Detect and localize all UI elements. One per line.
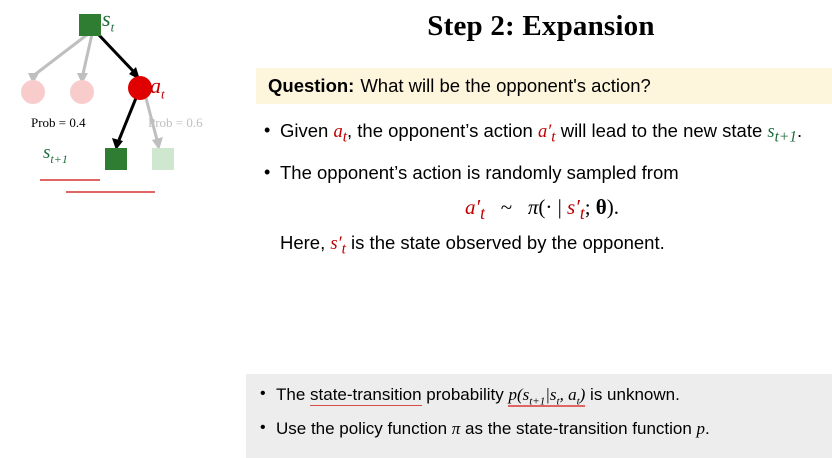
note-observed-state	[262, 230, 822, 262]
node-faded-child1	[21, 80, 45, 104]
bottom-policy-pi: π	[451, 419, 461, 439]
node-action	[128, 76, 152, 100]
edge-action-next	[119, 98, 136, 140]
formula-pi: π	[527, 194, 539, 219]
bullet-sampled: • The opponent’s action is randomly sampled from	[262, 160, 822, 185]
label-action-sub: t	[161, 86, 165, 102]
bottom-bullet-transition	[258, 384, 820, 412]
bullet-given-part2: , the opponent’s action	[347, 120, 538, 141]
node-next-state-alt	[152, 148, 174, 170]
label-prob-left: Prob = 0.4	[31, 115, 86, 130]
label-action-symbol: a	[150, 73, 161, 98]
formula-sampling	[262, 195, 822, 224]
bullet-given-part4: .	[797, 120, 803, 141]
page-title: Step 2: Expansion	[427, 10, 655, 42]
bottom-part2: probability	[421, 385, 509, 404]
label-action	[150, 73, 165, 102]
question-text: What will be the opponent's action?	[360, 75, 651, 96]
node-root-state	[79, 14, 101, 36]
note-st-prime-sub: t	[341, 240, 346, 258]
node-next-state	[105, 148, 127, 170]
formula-at-prime: a′	[464, 194, 481, 219]
inline-math-at-prime-sub: t	[551, 128, 556, 146]
formula-st-prime: s′	[567, 194, 580, 219]
bottom-part3: is unknown.	[585, 385, 680, 404]
bottom-bullet-policy	[258, 418, 820, 440]
inline-math-at-1: a	[333, 122, 343, 142]
inline-math-at-1-sub: t	[342, 128, 347, 146]
formula-semicolon: ;	[584, 194, 596, 219]
body-content	[262, 118, 822, 262]
label-next-state	[43, 142, 68, 167]
bottom-part1: The	[276, 385, 311, 404]
formula-tilde: ~	[490, 194, 523, 219]
note-part1: Here,	[280, 231, 331, 253]
formula-at-prime-sub: t	[480, 202, 485, 223]
inline-math-st1: s	[767, 122, 775, 142]
bottom-transition-prob-math: $p(s_{t+1}|s_t$, $a_t$)	[508, 385, 586, 408]
inline-math-st1-sub: t+1	[774, 128, 797, 146]
question-banner	[256, 68, 832, 104]
bullet-given	[262, 118, 822, 150]
formula-theta: θ	[595, 194, 607, 219]
label-next-state-sub: t+1	[50, 151, 68, 166]
label-next-state-symbol: s	[43, 142, 51, 163]
bottom-policy-p: p	[696, 419, 706, 439]
note-st-prime: s′	[330, 233, 342, 254]
edge-root-action	[98, 34, 134, 72]
bottom-policy-part1: Use the policy function	[276, 419, 452, 439]
label-root-state-symbol: s	[102, 6, 111, 31]
edge-root-child1	[33, 34, 88, 76]
bullet-given-part1: Given	[280, 120, 334, 141]
question-label: Question:	[268, 75, 355, 96]
bullet-given-part3: will lead to the new state	[555, 120, 768, 141]
bottom-state-transition-term: state-transition	[310, 385, 422, 404]
tree-diagram-svg	[0, 0, 250, 220]
formula-st-prime-sub: t	[579, 202, 585, 223]
formula-close: ).	[606, 194, 620, 219]
label-prob-right: Prob = 0.6	[148, 115, 203, 130]
bottom-note-box	[246, 374, 832, 458]
label-root-state-sub: t	[110, 19, 115, 35]
note-part2: is the state observed by the opponent.	[345, 231, 665, 253]
tree-diagram	[0, 0, 250, 220]
node-faded-child2	[70, 80, 94, 104]
bottom-policy-part3: .	[705, 419, 710, 439]
bottom-policy-part2: as the state-transition function	[460, 419, 697, 439]
label-root-state	[102, 6, 114, 35]
formula-open: (· |	[538, 194, 568, 219]
edge-root-child2	[83, 34, 92, 74]
inline-math-at-prime: a′	[537, 122, 552, 142]
